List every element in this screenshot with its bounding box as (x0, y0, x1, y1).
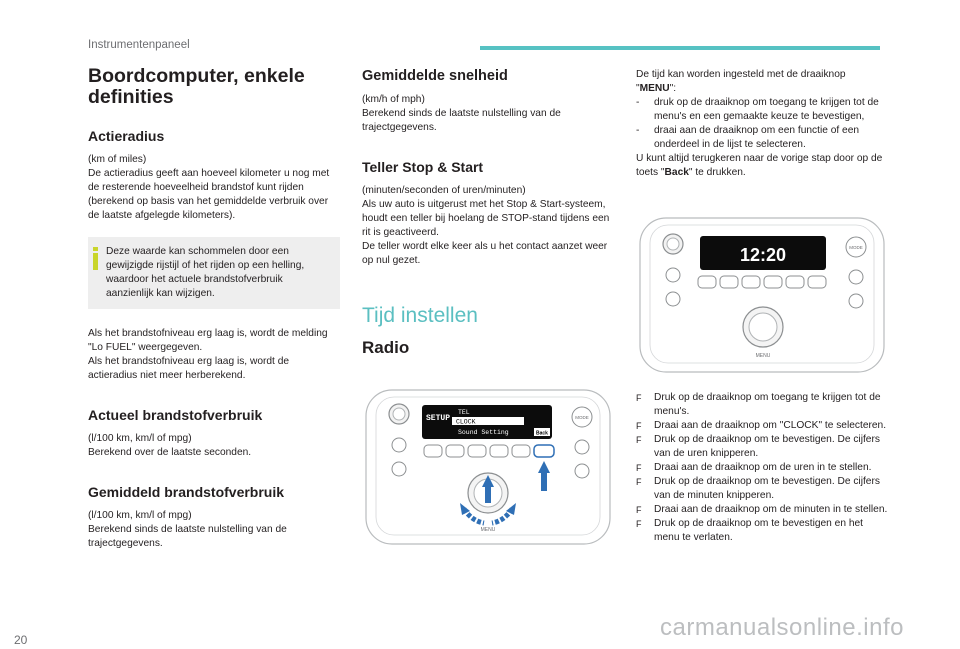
heading-actieradius: Actieradius (88, 128, 165, 144)
radio-mode-label: MODE (575, 415, 589, 420)
radio-screen-back: Back (536, 430, 548, 437)
actieradius-text: De actieradius geeft aan hoeveel kilometer u nog met de resterende hoeveelheid brandstof kunt rijden (berekend op basis van het gemiddelde verbruik over de laatste afgelegde kilometers). (88, 168, 330, 221)
instruction-item: F Druk op de draaiknop om te bevestigen en het menu te verlaten. (636, 518, 863, 543)
instruction-item: F Druk op de draaiknop om toegang te krijgen tot de menu's. (636, 392, 881, 417)
gemiddeld-verbruik-unit: (l/100 km, km/l of mpg) (88, 510, 192, 521)
instruction-item: F Draai aan de draaiknop om de minuten in te stellen. (636, 504, 888, 515)
back-keyword: Back (664, 167, 689, 178)
info-note (88, 237, 340, 309)
clock-mode-label: MODE (849, 245, 863, 250)
column-3 (636, 68, 888, 180)
actueel-verbruik-text: Berekend over de laatste seconden. (88, 447, 252, 458)
clock-display: 12:20 (739, 245, 787, 265)
page-number: 20 (14, 633, 28, 647)
radio-screen-setup: SETUP (426, 414, 451, 423)
dash-item-1: - druk op de draaiknop om toegang te krijgen tot de menu's en een gemaakte keuze te bevestigen, (636, 97, 879, 122)
watermark: carmanualsonline.info (660, 614, 904, 641)
section-header: Instrumentenpaneel (88, 39, 190, 51)
gemiddeld-verbruik-text: Berekend sinds de laatste nulstelling van de trajectgegevens. (88, 524, 287, 549)
radio-illustration (362, 387, 614, 547)
heading-radio: Radio (362, 338, 410, 357)
dash-item-2: - draai aan de draaiknop om een functie of een onderdeel in de lijst te selecteren. (636, 125, 860, 150)
instruction-item: F Draai aan de draaiknop om "CLOCK" te selecteren. (636, 420, 887, 431)
header-accent-bar (480, 46, 880, 50)
radio-screen-clock: CLOCK (456, 418, 476, 426)
lo-fuel-text: Als het brandstofniveau erg laag is, wordt de melding "Lo FUEL" weergegeven. (88, 328, 328, 353)
range-not-recalculated-text: Als het brandstofniveau erg laag is, wordt de actieradius niet meer herberekend. (88, 356, 290, 381)
heading-actueel-verbruik: Actueel brandstofverbruik (88, 407, 263, 423)
instruction-item: F Druk op de draaiknop om te bevestigen. De cijfers van de minuten knipperen. (636, 476, 880, 501)
snelheid-unit: (km/h of mph) (362, 94, 425, 105)
actueel-verbruik-unit: (l/100 km, km/l of mpg) (88, 433, 192, 444)
instruction-item: F Draai aan de draaiknop om de uren in te stellen. (636, 462, 872, 473)
intro-menu-keyword: MENU (639, 83, 670, 94)
radio-screen-tel: TEL (458, 409, 470, 416)
info-icon (92, 247, 99, 271)
intro-text: De tijd kan worden ingesteld met de draaiknop "MENU": (636, 69, 846, 94)
radio-knob-label: MENU (480, 527, 496, 533)
actieradius-unit: (km of miles) (88, 154, 147, 165)
instruction-item: F Druk op de draaiknop om te bevestigen. De cijfers van de uren knipperen. (636, 434, 880, 459)
heading-tijd-instellen: Tijd instellen (362, 304, 478, 327)
heading-stop-start: Teller Stop & Start (362, 159, 484, 175)
back-text: U kunt altijd terugkeren naar de vorige stap door op de toets "Back" te drukken. (636, 153, 883, 178)
column-1 (88, 66, 340, 551)
heading-gemiddeld-verbruik: Gemiddeld brandstofverbruik (88, 484, 285, 500)
info-note-text: Deze waarde kan schommelen door een gewijzigde rijstijl of het rijden op een helling, waardoor het actuele brandstofverbruik aanzienlijk kan wijzigen. (106, 246, 305, 299)
stop-start-text: Als uw auto is uitgerust met het Stop & Start-systeem, houdt een teller bij hoelang de STOP-stand tijdens een rit is geactiveerd. (362, 199, 610, 238)
instruction-list (636, 391, 888, 545)
heading-gemiddelde-snelheid: Gemiddelde snelheid (362, 68, 508, 84)
snelheid-text: Berekend sinds de laatste nulstelling van de trajectgegevens. (362, 108, 561, 133)
page-title: Boordcomputer, enkele definities (88, 65, 305, 108)
stop-start-reset-text: De teller wordt elke keer als u het contact aanzet weer op nul gezet. (362, 241, 608, 266)
stop-start-unit: (minuten/seconden of uren/minuten) (362, 185, 526, 196)
clock-knob-label: MENU (755, 353, 771, 359)
column-2 (362, 66, 614, 358)
clock-illustration (636, 215, 888, 375)
radio-screen-sound: Sound Setting (458, 429, 509, 436)
